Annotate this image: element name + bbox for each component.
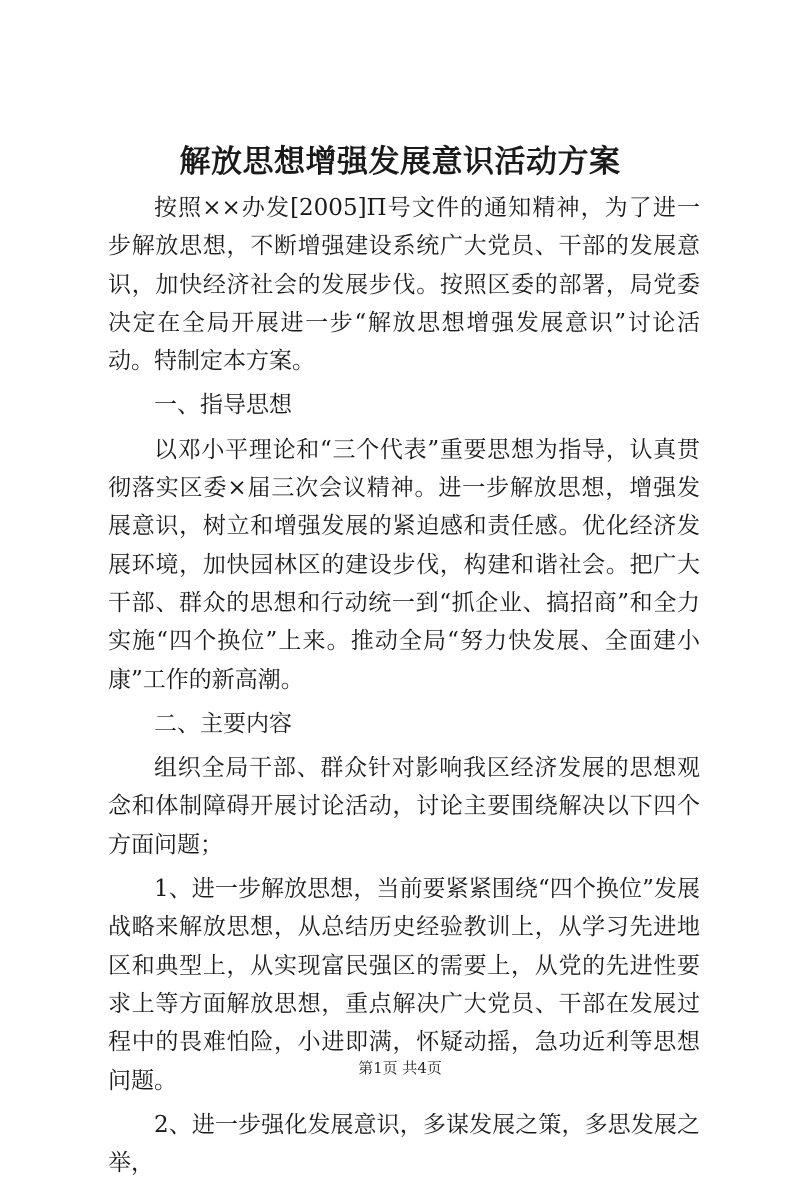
document-title: 解放思想增强发展意识活动方案 xyxy=(179,144,621,180)
guiding-ideology-paragraph: 以邓小平理论和“三个代表”重要思想为指导，认真贯彻落实区委×届三次会议精神。进一步解放思想，增强发展意识，树立和增强发展的紧迫感和责任感。优化经济发展环境，加快园林区的建设步伐，构建和谐社会。把广大干部、群众的思想和行动统一到“抓企业、搞招商”和全力实施“四个换位”上来。推动全局“努力快发展、全面建小康”工作的新高潮。 xyxy=(108,436,700,693)
main-content-paragraph: 组织全局干部、群众针对影响我区经济发展的思想观念和体制障碍开展讨论活动，讨论主要围绕解决以下四个方面问题； xyxy=(108,755,700,858)
item-2-paragraph: 2、进一步强化发展意识，多谋发展之策，多思发展之举， xyxy=(108,1111,700,1177)
item-1-paragraph: 1、进一步解放思想，当前要紧紧围绕“四个换位”发展战略来解放思想，从总结历史经验教训上，从学习先进地区和典型上，从实现富民强区的需要上，从党的先进性要求上等方面解放思想，重点解决广大党员、干部在发展过程中的畏难怕险，小进即满，怀疑动摇，急功近利等思想问题。 xyxy=(108,876,700,1094)
document-body xyxy=(108,189,700,1182)
section-heading-main-content: 二、主要内容 xyxy=(154,710,292,737)
intro-paragraph: 按照××办发[2005]Π号文件的通知精神，为了进一步解放思想，不断增强建设系统广大党员、干部的发展意识，加快经济社会的发展步伐。按照区委的部署，局党委决定在全局开展进一步“解放思想增强发展意识”讨论活动。特制定本方案。 xyxy=(108,195,700,375)
page-footer: 第1页 共4页 xyxy=(358,1059,442,1077)
section-heading-guiding-ideology: 一、指导思想 xyxy=(154,392,292,419)
